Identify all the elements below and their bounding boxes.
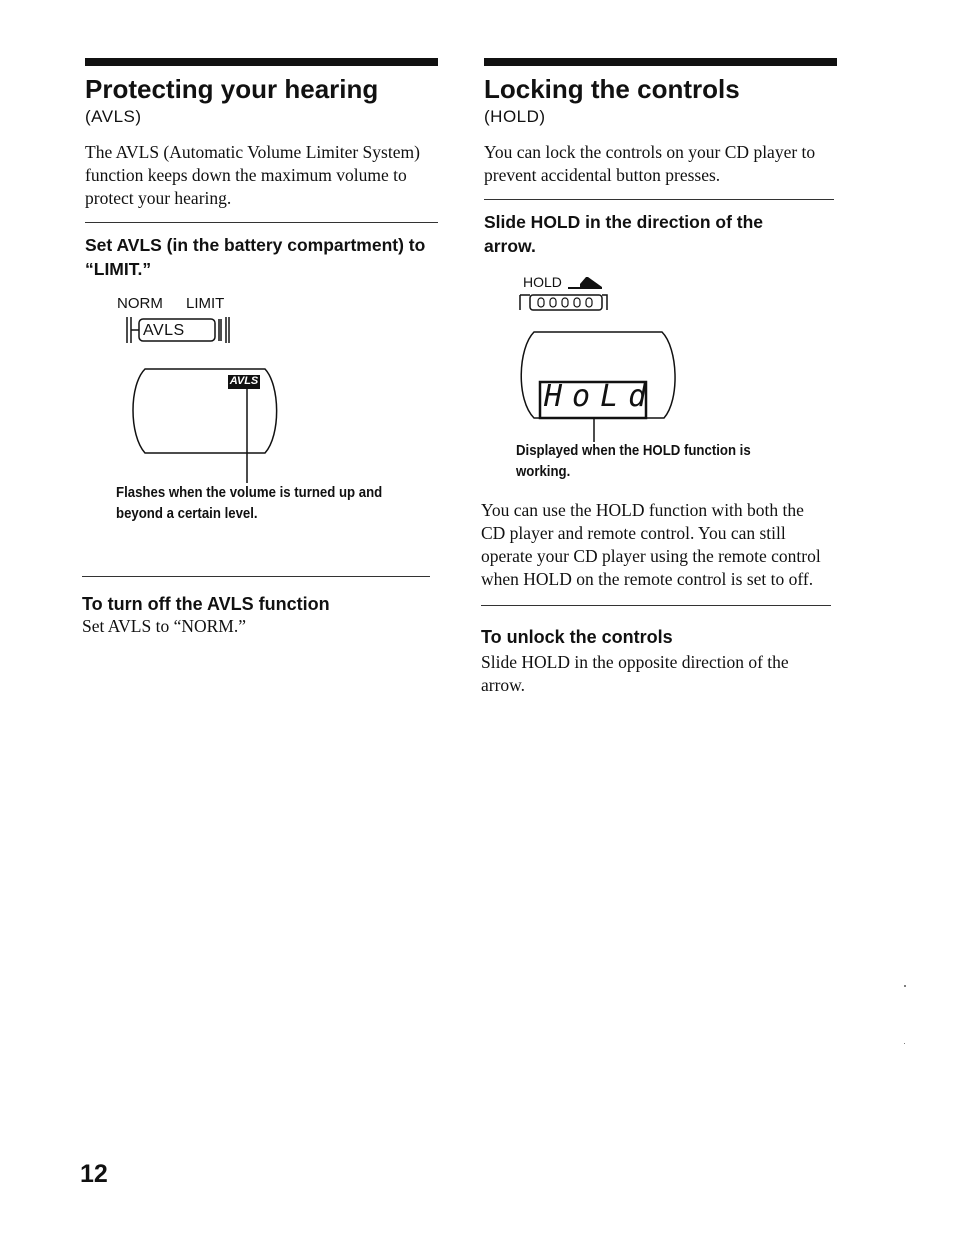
divider [82, 576, 430, 577]
instruction-heading: Slide HOLD in the direction of the arrow. [484, 212, 764, 256]
section-bar [484, 58, 837, 66]
scan-speck [904, 985, 906, 987]
section-subtitle: (AVLS) [85, 107, 142, 126]
avls-illustration [85, 287, 438, 482]
instruction-heading: Set AVLS (in the battery compartment) to “LIMIT.” [85, 235, 426, 279]
section-subtitle: (HOLD) [484, 107, 546, 126]
off-heading: To turn off the AVLS function [82, 594, 330, 614]
scan-speck [904, 1043, 905, 1044]
hold-caption: Displayed when the HOLD function is working. [516, 442, 751, 480]
switch-text: AVLS [143, 322, 185, 339]
avls-indicator: AVLS [229, 375, 259, 387]
section-bar [85, 58, 438, 66]
hold-label: HOLD [523, 274, 562, 290]
divider [481, 605, 831, 606]
avls-caption: Flashes when the volume is turned up and beyond a certain level. [116, 484, 383, 522]
arrow-right-icon [566, 276, 606, 290]
hold-display-text: HoLd [544, 379, 657, 414]
section-title: Locking the controls [484, 74, 740, 104]
divider [85, 222, 438, 223]
intro-text: You can lock the controls on your CD player to prevent accidental button presses. [484, 142, 816, 185]
off-text: Set AVLS to “NORM.” [82, 616, 246, 636]
section-title: Protecting your hearing [85, 74, 379, 104]
switch-label-limit: LIMIT [186, 295, 225, 312]
hold-switch-icon [518, 292, 610, 312]
divider [484, 199, 834, 200]
switch-label-norm: NORM [117, 295, 163, 312]
unlock-text: Slide HOLD in the opposite direction of the arrow. [481, 652, 789, 695]
hold-illustration [484, 262, 837, 452]
section-protecting-hearing [82, 58, 438, 638]
unlock-heading: To unlock the controls [481, 627, 673, 647]
intro-text: The AVLS (Automatic Volume Limiter System) function keeps down the maximum volume to protect your hearing. [85, 142, 420, 208]
display-outline-icon [115, 365, 285, 487]
section-locking-controls [481, 58, 837, 697]
page-number: 12 [80, 1160, 108, 1188]
hold-body-text: You can use the HOLD function with both the CD player and remote control. You can still operate your CD player using the remote control when HOLD on the remote control is set to off. [481, 500, 821, 589]
